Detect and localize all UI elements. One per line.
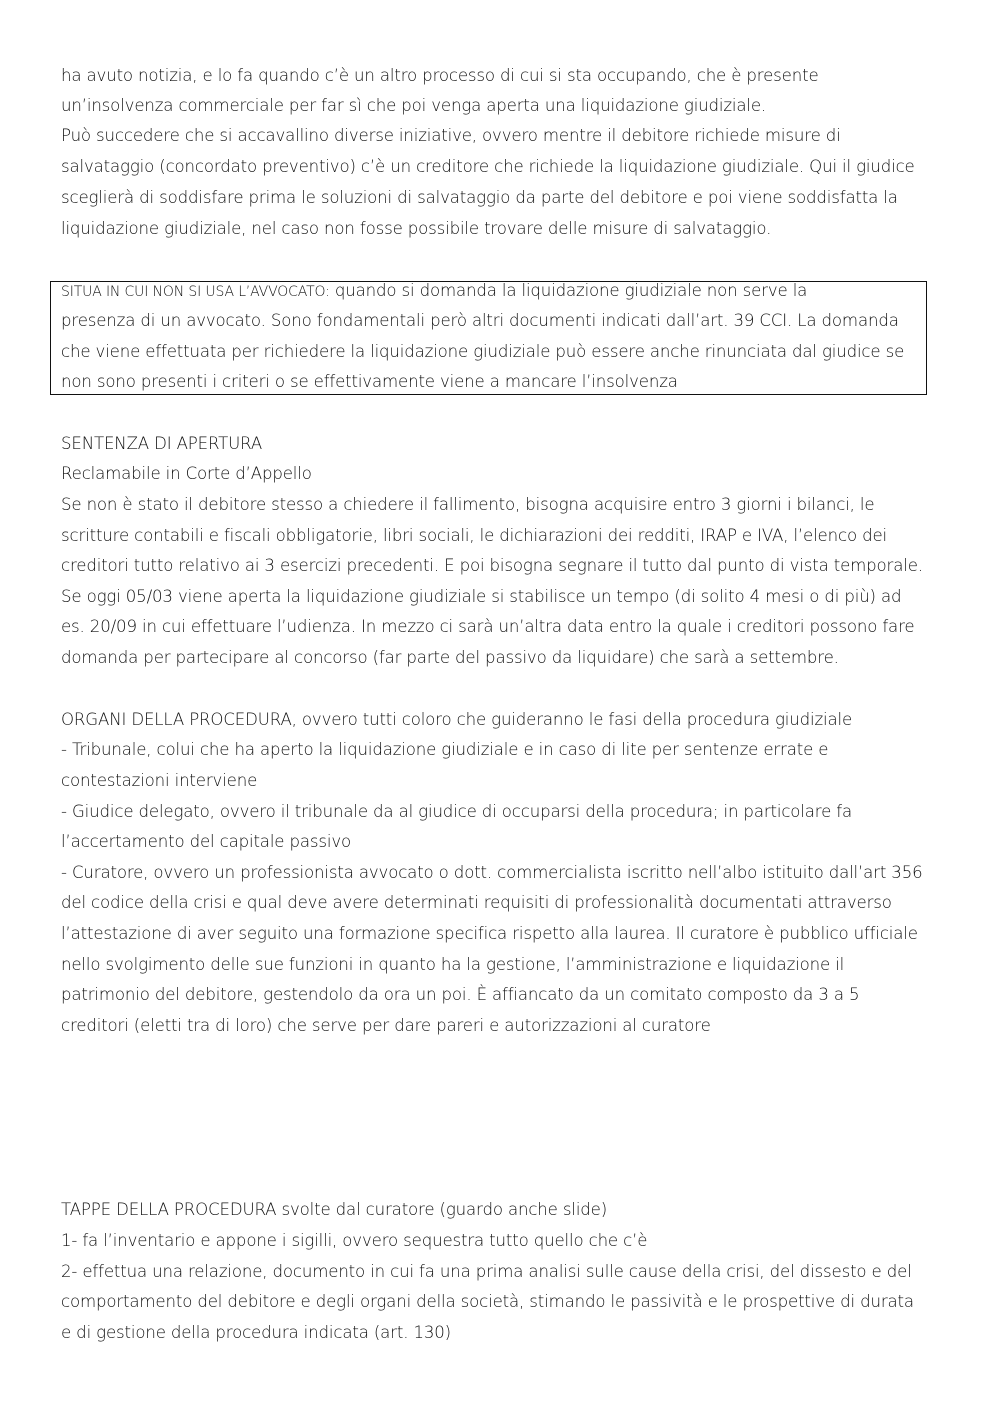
note-box-line: non sono presenti i criteri o se effettivamente viene a mancare l’insolvenza [61,372,678,391]
text-line: liquidazione giudiziale, nel caso non fosse possibile trovare delle misure di salvataggio. [61,219,772,238]
text-line: 2- effettua una relazione, documento in cui fa una prima analisi sulle cause della crisi, del dissesto e del [61,1262,912,1281]
text-line: creditori tutto relativo ai 3 esercizi precedenti. E poi bisogna segnare il tutto dal punto di vista temporale. [61,556,923,575]
text-line: 1- fa l’inventario e appone i sigilli, ovvero sequestra tutto quello che c’è [61,1231,648,1250]
section-heading: ORGANI DELLA PROCEDURA, ovvero tutti coloro che guideranno le fasi della procedura giudiziale [61,710,853,729]
text-line: un’insolvenza commerciale per far sì che poi venga aperta una liquidazione giudiziale. [61,96,767,115]
text-line: - Tribunale, colui che ha aperto la liquidazione giudiziale e in caso di lite per sentenze errate e [61,740,829,759]
text-line: patrimonio del debitore, gestendolo da ora un poi. È affiancato da un comitato composto da 3 a 5 [61,985,860,1004]
text-line: Può succedere che si accavallino diverse iniziative, ovvero mentre il debitore richiede misure di [61,126,841,145]
text-line: l’accertamento del capitale passivo [61,832,351,851]
text-line: sceglierà di soddisfare prima le soluzioni di salvataggio da parte del debitore e poi viene soddisfatta la [61,188,898,207]
text-line: Se oggi 05/03 viene aperta la liquidazione giudiziale si stabilisce un tempo (di solito 4 mesi o di più) ad [61,587,902,606]
text-line: nello svolgimento delle sue funzioni in quanto ha la gestione, l’amministrazione e liquidazione il [61,955,845,974]
text-line: del codice della crisi e qual deve avere determinati requisiti di professionalità documentati attraverso [61,893,892,912]
note-box-heading: SITUA IN CUI NON SI USA L’AVVOCATO: [61,284,330,300]
section-heading: TAPPE DELLA PROCEDURA svolte dal curatore (guardo anche slide) [61,1200,608,1219]
text-line: contestazioni interviene [61,771,258,790]
text-line: ha avuto notizia, e lo fa quando c’è un altro processo di cui si sta occupando, che è presente [61,66,819,85]
text-line: Reclamabile in Corte d’Appello [61,464,312,483]
text-line: creditori (eletti tra di loro) che serve per dare pareri e autorizzazioni al curatore [61,1016,711,1035]
text-line: comportamento del debitore e degli organi della società, stimando le passività e le prospettive di durata [61,1292,914,1311]
note-box-line [61,276,807,307]
text-line: scritture contabili e fiscali obbligatorie, libri sociali, le dichiarazioni dei redditi, IRAP e IVA, l’elenco dei [61,526,887,545]
text-line: Se non è stato il debitore stesso a chiedere il fallimento, bisogna acquisire entro 3 giorni i bilanci, le [61,495,875,514]
note-box-line: presenza di un avvocato. Sono fondamentali però altri documenti indicati dall’art. 39 CCI. La domanda [61,311,899,330]
text-line: domanda per partecipare al concorso (far parte del passivo da liquidare) che sarà a settembre. [61,648,839,667]
text-line: salvataggio (concordato preventivo) c’è un creditore che richiede la liquidazione giudiziale. Qui il giudice [61,157,915,176]
text-line: - Curatore, ovvero un professionista avvocato o dott. commercialista iscritto nell’albo istituito dall’art 356 [61,863,923,882]
text-line: es. 20/09 in cui effettuare l’udienza. In mezzo ci sarà un’altra data entro la quale i creditori possono fare [61,617,915,636]
section-heading: SENTENZA DI APERTURA [61,434,263,453]
text-line: l’attestazione di aver seguito una formazione specifica rispetto alla laurea. Il curatore è pubblico ufficiale [61,924,918,943]
text-line: - Giudice delegato, ovvero il tribunale da al giudice di occuparsi della procedura; in particolare fa [61,802,852,821]
text-line: e di gestione della procedura indicata (art. 130) [61,1323,452,1342]
note-box-line: che viene effettuata per richiedere la liquidazione giudiziale può essere anche rinunciata dal giudice se [61,342,905,361]
note-box-line1-text: quando si domanda la liquidazione giudiziale non serve la [329,281,808,300]
